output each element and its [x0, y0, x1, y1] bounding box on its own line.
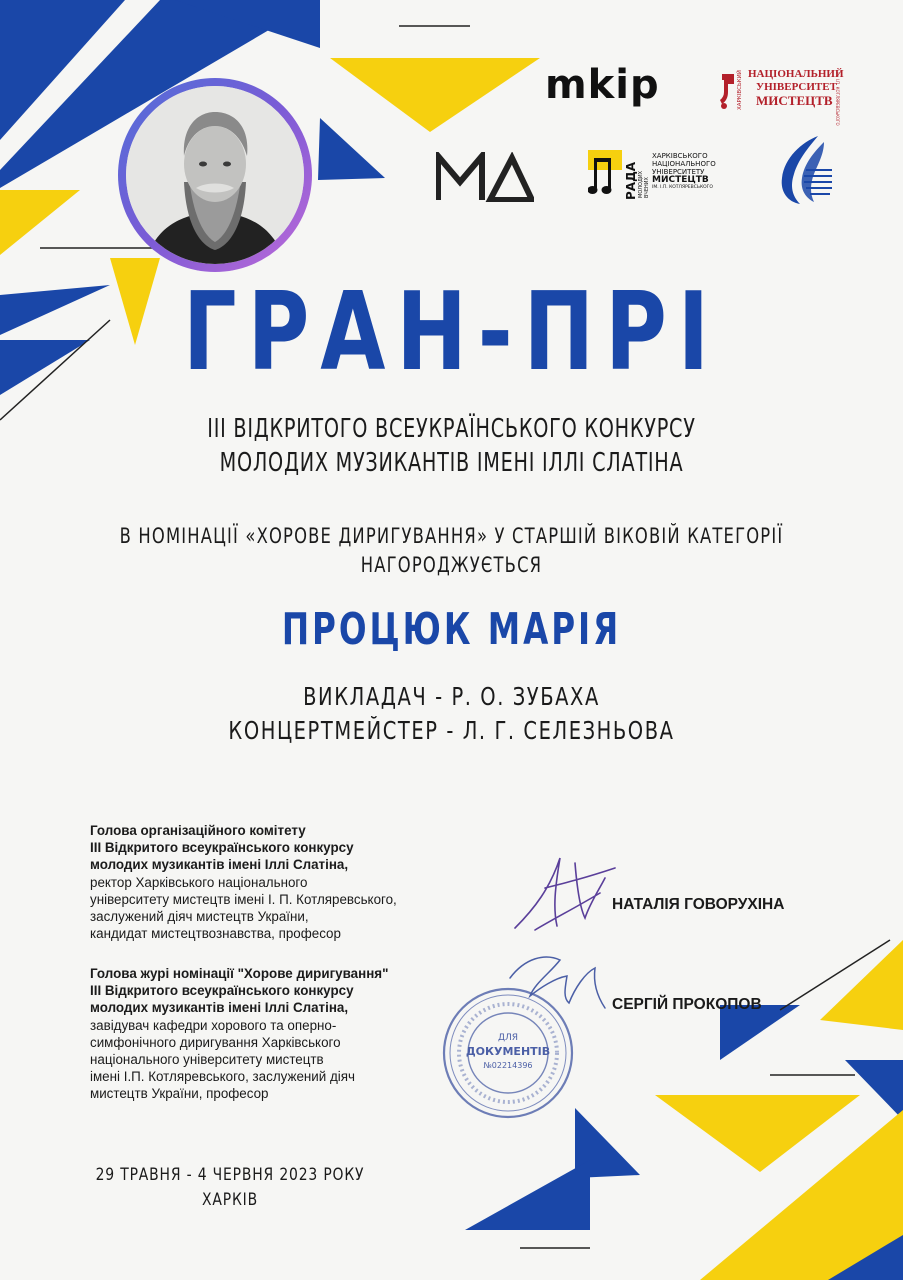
- university-logo: [716, 68, 844, 126]
- university-side-text: ім. І.П. КОТЛЯРЕВСЬКОГО: [835, 72, 840, 126]
- harp-emblem-icon: [774, 134, 836, 206]
- ma-logo-mark: [436, 152, 534, 202]
- laureate-name: ПРОЦЮК МАРІЯ: [281, 604, 622, 655]
- awarded-label: НАГОРОДЖУЄТЬСЯ: [360, 553, 543, 577]
- stamp-line1: ДЛЯ: [497, 1033, 519, 1043]
- contest-line1: III ВІДКРИТОГО ВСЕУКРАЇНСЬКОГО КОНКУРСУ: [207, 414, 696, 444]
- signatory-2-bold-2: III Відкритого всеукраїнського конкурсу: [90, 983, 354, 999]
- signatory-1-text-3: заслужений діяч мистецтв України,: [90, 909, 309, 925]
- event-city: ХАРКІВ: [202, 1190, 258, 1210]
- signatory-2-text-2: симфонічного диригування Харківського: [90, 1034, 341, 1050]
- signature-1: [505, 848, 635, 938]
- signatory-2-text-1: завідувач кафедри хорового та оперно-: [90, 1017, 337, 1033]
- council-line5: ІМ. І.П. КОТЛЯРЕВСЬКОГО: [652, 185, 713, 190]
- accompanist-line: КОНЦЕРТМЕЙСТЕР - Л. Г. СЕЛЕЗНЬОВА: [228, 716, 675, 745]
- university-vertical-text: ХАРКІВСЬКИЙ: [737, 70, 743, 110]
- stamp-line3: №02214396: [483, 1061, 533, 1070]
- council-line3: УНІВЕРСИТЕТУ: [652, 168, 705, 176]
- harp-logo: [774, 134, 836, 211]
- signatory-2-block: [90, 965, 490, 1103]
- signatory-1-bold-2: III Відкритого всеукраїнського конкурсу: [90, 840, 354, 856]
- signatory-2-bold-1: Голова журі номінації "Хорове диригування": [90, 966, 389, 981]
- contest-line2: МОЛОДИХ МУЗИКАНТІВ ІМЕНІ ІЛЛІ СЛАТІНА: [219, 448, 684, 478]
- stamp-line2: ДОКУМЕНТІВ: [465, 1045, 551, 1058]
- signatory-1-text-1: ректор Харківського національного: [90, 874, 308, 890]
- council-line1: ХАРКІВСЬКОГО: [652, 152, 708, 160]
- page-title: ГРАН-ПРІ: [182, 270, 721, 395]
- university-emblem-icon: [716, 70, 738, 110]
- council-small2: ВЧЕНИХ: [644, 177, 650, 198]
- council-line2: НАЦІОНАЛЬНОГО: [652, 160, 716, 168]
- signatory-2-text-3: національного університету мистецтв: [90, 1052, 324, 1068]
- music-notes-icon: [588, 150, 622, 198]
- nomination-line: В НОМІНАЦІЇ «ХОРОВЕ ДИРИГУВАННЯ» У СТАРШІЙ ВІКОВІЙ КАТЕГОРІЇ: [119, 524, 784, 548]
- signatory-1-text-4: кандидат мистецтвознавства, професор: [90, 926, 341, 942]
- mkip-logo-text: mkip: [545, 62, 660, 108]
- signatory-1-bold-1: Голова організаційного комітету: [90, 823, 306, 838]
- signatory-2-name: СЕРГІЙ ПРОКОПОВ: [612, 996, 762, 1013]
- council-line4: МИСТЕЦТВ: [652, 175, 709, 185]
- ma-logo: [436, 152, 534, 207]
- signatory-2-text-4: імені І.П. Котляревського, заслужений діяч: [90, 1069, 355, 1085]
- signatory-1-bold-3: молодих музикантів імені Іллі Слатіна,: [90, 857, 349, 873]
- university-line3: МИСТЕЦТВ: [756, 93, 833, 108]
- mkip-logo: [545, 62, 660, 108]
- teacher-line: ВИКЛАДАЧ - Р. О. ЗУБАХА: [303, 682, 600, 711]
- university-line2: УНІВЕРСИТЕТ: [756, 81, 837, 93]
- signatory-1-text-2: університету мистецтв імені І. П. Котляревського,: [90, 891, 397, 907]
- council-small1: МОЛОДИХ: [638, 170, 644, 198]
- council-big-text: РАДА: [624, 161, 638, 200]
- signatory-1-name: НАТАЛІЯ ГОВОРУХІНА: [612, 896, 785, 913]
- portrait-photo: [126, 86, 304, 264]
- signatory-2-text-5: мистецтв України, професор: [90, 1086, 269, 1102]
- official-stamp: [440, 985, 576, 1121]
- young-scientists-council-logo: [588, 150, 718, 202]
- signatory-1-block: [90, 822, 490, 942]
- event-dates: 29 ТРАВНЯ - 4 ЧЕРВНЯ 2023 РОКУ: [95, 1165, 365, 1185]
- signatory-2-bold-3: молодих музикантів імені Іллі Слатіна,: [90, 1000, 349, 1016]
- university-line1: НАЦІОНАЛЬНИЙ: [748, 68, 844, 80]
- portrait-frame: [118, 78, 312, 272]
